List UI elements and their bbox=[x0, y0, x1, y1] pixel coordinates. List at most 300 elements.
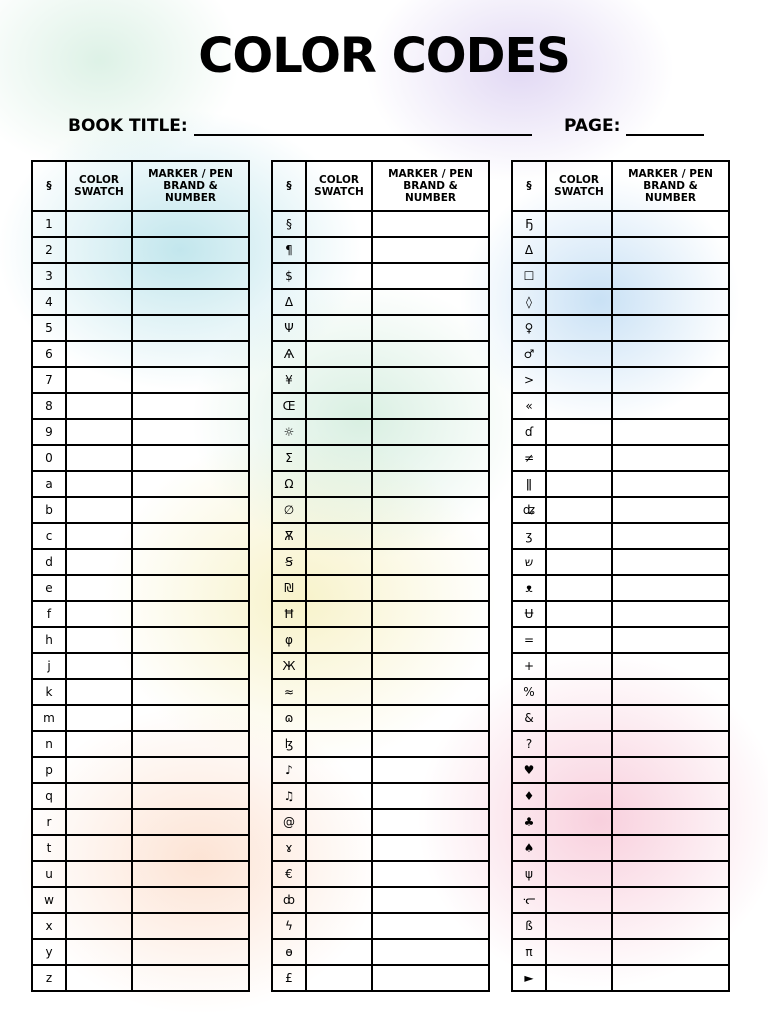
marker-pen-cell[interactable] bbox=[612, 653, 729, 679]
color-swatch-cell[interactable] bbox=[306, 913, 372, 939]
color-swatch-cell[interactable] bbox=[66, 419, 132, 445]
table-row bbox=[512, 653, 729, 679]
marker-pen-cell[interactable] bbox=[372, 835, 489, 861]
table-row bbox=[512, 445, 729, 471]
symbol-cell: ש bbox=[512, 549, 546, 575]
symbol-cell: φ bbox=[272, 627, 306, 653]
table-row bbox=[512, 705, 729, 731]
table-row bbox=[512, 601, 729, 627]
marker-pen-cell[interactable] bbox=[132, 887, 249, 913]
table-row bbox=[32, 315, 249, 341]
color-swatch-cell[interactable] bbox=[546, 237, 612, 263]
color-swatch-cell[interactable] bbox=[306, 731, 372, 757]
marker-pen-cell[interactable] bbox=[132, 289, 249, 315]
marker-pen-cell[interactable] bbox=[132, 393, 249, 419]
marker-pen-cell[interactable] bbox=[612, 419, 729, 445]
table-row bbox=[272, 367, 489, 393]
table-row bbox=[272, 913, 489, 939]
symbol-cell: 7 bbox=[32, 367, 66, 393]
marker-pen-cell[interactable] bbox=[132, 367, 249, 393]
marker-pen-cell[interactable] bbox=[132, 861, 249, 887]
table-row bbox=[512, 315, 729, 341]
table-row bbox=[512, 731, 729, 757]
marker-pen-cell[interactable] bbox=[372, 653, 489, 679]
color-swatch-cell[interactable] bbox=[546, 523, 612, 549]
color-swatch-cell[interactable] bbox=[546, 939, 612, 965]
color-swatch-cell[interactable] bbox=[306, 705, 372, 731]
table-row bbox=[32, 549, 249, 575]
symbol-cell: ɤ bbox=[272, 835, 306, 861]
marker-pen-cell[interactable] bbox=[372, 601, 489, 627]
table-row bbox=[512, 575, 729, 601]
color-swatch-cell[interactable] bbox=[306, 289, 372, 315]
table-row bbox=[512, 289, 729, 315]
color-swatch-cell[interactable] bbox=[66, 653, 132, 679]
table-row bbox=[32, 523, 249, 549]
symbol-cell: ᓞ bbox=[512, 887, 546, 913]
symbol-cell: 3 bbox=[32, 263, 66, 289]
symbol-cell: k bbox=[32, 679, 66, 705]
marker-pen-cell[interactable] bbox=[612, 757, 729, 783]
marker-pen-cell[interactable] bbox=[372, 471, 489, 497]
symbol-cell: n bbox=[32, 731, 66, 757]
marker-pen-cell[interactable] bbox=[612, 549, 729, 575]
marker-pen-cell[interactable] bbox=[372, 367, 489, 393]
marker-pen-cell[interactable] bbox=[132, 263, 249, 289]
table-row bbox=[272, 419, 489, 445]
table-row bbox=[512, 549, 729, 575]
table-row bbox=[32, 341, 249, 367]
color-swatch-cell[interactable] bbox=[546, 471, 612, 497]
marker-pen-cell[interactable] bbox=[132, 237, 249, 263]
marker-pen-cell[interactable] bbox=[372, 939, 489, 965]
color-swatch-cell[interactable] bbox=[306, 575, 372, 601]
marker-pen-cell[interactable] bbox=[612, 211, 729, 237]
color-swatch-cell[interactable] bbox=[546, 419, 612, 445]
marker-pen-cell[interactable] bbox=[612, 237, 729, 263]
marker-pen-cell[interactable] bbox=[612, 471, 729, 497]
symbol-cell: 6 bbox=[32, 341, 66, 367]
marker-pen-cell[interactable] bbox=[612, 393, 729, 419]
color-swatch-cell[interactable] bbox=[66, 471, 132, 497]
marker-pen-cell[interactable] bbox=[612, 887, 729, 913]
color-swatch-cell[interactable] bbox=[546, 367, 612, 393]
table-row bbox=[512, 341, 729, 367]
marker-pen-cell[interactable] bbox=[372, 679, 489, 705]
color-swatch-cell[interactable] bbox=[66, 601, 132, 627]
marker-pen-cell[interactable] bbox=[372, 965, 489, 991]
marker-pen-cell[interactable] bbox=[612, 809, 729, 835]
marker-pen-cell[interactable] bbox=[132, 809, 249, 835]
marker-pen-cell[interactable] bbox=[612, 445, 729, 471]
table-row bbox=[272, 965, 489, 991]
marker-pen-header: MARKER / PEN BRAND & NUMBER bbox=[612, 161, 729, 211]
marker-pen-cell[interactable] bbox=[372, 913, 489, 939]
color-swatch-cell[interactable] bbox=[546, 601, 612, 627]
color-swatch-cell[interactable] bbox=[306, 341, 372, 367]
marker-pen-cell[interactable] bbox=[612, 861, 729, 887]
color-swatch-cell[interactable] bbox=[306, 315, 372, 341]
color-swatch-cell[interactable] bbox=[306, 367, 372, 393]
table-row bbox=[272, 835, 489, 861]
color-swatch-cell[interactable] bbox=[66, 445, 132, 471]
color-swatch-cell[interactable] bbox=[546, 861, 612, 887]
color-swatch-cell[interactable] bbox=[66, 939, 132, 965]
marker-pen-cell[interactable] bbox=[612, 835, 729, 861]
color-swatch-cell[interactable] bbox=[546, 341, 612, 367]
table-row bbox=[272, 653, 489, 679]
marker-pen-cell[interactable] bbox=[132, 835, 249, 861]
color-swatch-cell[interactable] bbox=[546, 653, 612, 679]
color-swatch-cell[interactable] bbox=[66, 523, 132, 549]
table-row bbox=[512, 419, 729, 445]
marker-pen-cell[interactable] bbox=[132, 471, 249, 497]
marker-pen-cell[interactable] bbox=[372, 861, 489, 887]
marker-pen-header: MARKER / PEN BRAND & NUMBER bbox=[132, 161, 249, 211]
symbol-cell: Ω bbox=[272, 471, 306, 497]
color-swatch-cell[interactable] bbox=[306, 861, 372, 887]
symbol-cell: Œ bbox=[272, 393, 306, 419]
symbol-cell: ʥ bbox=[512, 497, 546, 523]
book-title-label: BOOK TITLE: bbox=[68, 116, 188, 136]
symbol-cell: ¥ bbox=[272, 367, 306, 393]
marker-pen-cell[interactable] bbox=[372, 887, 489, 913]
color-swatch-cell[interactable] bbox=[546, 445, 612, 471]
color-swatch-cell[interactable] bbox=[546, 289, 612, 315]
marker-pen-cell[interactable] bbox=[132, 315, 249, 341]
color-code-table-3 bbox=[511, 160, 730, 992]
marker-pen-cell[interactable] bbox=[612, 679, 729, 705]
marker-pen-cell[interactable] bbox=[372, 445, 489, 471]
marker-pen-cell[interactable] bbox=[372, 497, 489, 523]
table-row bbox=[512, 471, 729, 497]
color-swatch-cell[interactable] bbox=[546, 679, 612, 705]
marker-pen-cell[interactable] bbox=[132, 419, 249, 445]
color-swatch-cell[interactable] bbox=[66, 913, 132, 939]
table-row bbox=[272, 809, 489, 835]
symbol-cell: Ʉ bbox=[512, 601, 546, 627]
marker-pen-cell[interactable] bbox=[132, 653, 249, 679]
symbol-header: § bbox=[512, 161, 546, 211]
table-row bbox=[32, 861, 249, 887]
table-row bbox=[32, 289, 249, 315]
marker-pen-cell[interactable] bbox=[132, 211, 249, 237]
color-swatch-cell[interactable] bbox=[66, 367, 132, 393]
color-swatch-cell[interactable] bbox=[546, 549, 612, 575]
marker-pen-cell[interactable] bbox=[372, 211, 489, 237]
color-swatch-cell[interactable] bbox=[66, 965, 132, 991]
color-swatch-cell[interactable] bbox=[546, 497, 612, 523]
marker-pen-cell[interactable] bbox=[132, 627, 249, 653]
header-row bbox=[512, 161, 729, 211]
header-row bbox=[272, 161, 489, 211]
marker-pen-cell[interactable] bbox=[372, 809, 489, 835]
marker-pen-cell[interactable] bbox=[132, 679, 249, 705]
symbol-cell: € bbox=[272, 861, 306, 887]
color-swatch-cell[interactable] bbox=[66, 679, 132, 705]
color-swatch-cell[interactable] bbox=[306, 211, 372, 237]
marker-pen-cell[interactable] bbox=[132, 705, 249, 731]
color-swatch-cell[interactable] bbox=[306, 757, 372, 783]
book-title-blank[interactable] bbox=[194, 114, 532, 136]
table-row bbox=[32, 627, 249, 653]
color-swatch-cell[interactable] bbox=[66, 705, 132, 731]
marker-pen-cell[interactable] bbox=[132, 731, 249, 757]
symbol-cell: ≈ bbox=[272, 679, 306, 705]
color-swatch-cell[interactable] bbox=[66, 809, 132, 835]
page-blank[interactable] bbox=[626, 114, 704, 136]
color-swatch-cell[interactable] bbox=[306, 497, 372, 523]
color-swatch-cell[interactable] bbox=[66, 575, 132, 601]
color-swatch-cell[interactable] bbox=[546, 575, 612, 601]
color-code-table-2 bbox=[271, 160, 490, 992]
symbol-cell: p bbox=[32, 757, 66, 783]
symbol-cell: q bbox=[32, 783, 66, 809]
marker-pen-cell[interactable] bbox=[372, 575, 489, 601]
marker-pen-cell[interactable] bbox=[372, 757, 489, 783]
marker-pen-cell[interactable] bbox=[372, 549, 489, 575]
symbol-cell: ☐ bbox=[512, 263, 546, 289]
color-swatch-cell[interactable] bbox=[66, 861, 132, 887]
table-row bbox=[272, 523, 489, 549]
symbol-cell: m bbox=[32, 705, 66, 731]
color-swatch-cell[interactable] bbox=[546, 887, 612, 913]
table-row bbox=[32, 601, 249, 627]
color-swatch-cell[interactable] bbox=[66, 887, 132, 913]
marker-pen-cell[interactable] bbox=[372, 315, 489, 341]
color-swatch-cell[interactable] bbox=[306, 653, 372, 679]
color-swatch-cell[interactable] bbox=[306, 237, 372, 263]
color-swatch-cell[interactable] bbox=[546, 835, 612, 861]
marker-pen-cell[interactable] bbox=[132, 341, 249, 367]
color-swatch-header: COLOR SWATCH bbox=[546, 161, 612, 211]
symbol-cell: 1 bbox=[32, 211, 66, 237]
marker-pen-cell[interactable] bbox=[372, 627, 489, 653]
marker-pen-cell[interactable] bbox=[372, 393, 489, 419]
color-swatch-cell[interactable] bbox=[66, 289, 132, 315]
color-swatch-cell[interactable] bbox=[66, 237, 132, 263]
symbol-header: § bbox=[272, 161, 306, 211]
symbol-cell: ϟ bbox=[272, 913, 306, 939]
marker-pen-cell[interactable] bbox=[612, 263, 729, 289]
marker-pen-cell[interactable] bbox=[132, 575, 249, 601]
marker-pen-cell[interactable] bbox=[372, 731, 489, 757]
symbol-cell: = bbox=[512, 627, 546, 653]
table-row bbox=[512, 835, 729, 861]
color-swatch-cell[interactable] bbox=[66, 315, 132, 341]
symbol-cell: d bbox=[32, 549, 66, 575]
page-title: COLOR CODES bbox=[198, 28, 570, 84]
symbol-cell: > bbox=[512, 367, 546, 393]
marker-pen-cell[interactable] bbox=[612, 783, 729, 809]
table-row bbox=[272, 497, 489, 523]
color-swatch-cell[interactable] bbox=[546, 315, 612, 341]
color-swatch-cell[interactable] bbox=[66, 835, 132, 861]
marker-pen-cell[interactable] bbox=[132, 965, 249, 991]
symbol-cell: Ѧ bbox=[272, 341, 306, 367]
symbol-cell: t bbox=[32, 835, 66, 861]
symbol-cell: 0 bbox=[32, 445, 66, 471]
marker-pen-cell[interactable] bbox=[132, 445, 249, 471]
symbol-cell: Ꞩ bbox=[272, 549, 306, 575]
table-row bbox=[512, 757, 729, 783]
color-swatch-cell[interactable] bbox=[66, 211, 132, 237]
marker-pen-cell[interactable] bbox=[372, 419, 489, 445]
color-swatch-cell[interactable] bbox=[306, 679, 372, 705]
marker-pen-cell[interactable] bbox=[132, 913, 249, 939]
color-swatch-cell[interactable] bbox=[306, 445, 372, 471]
table-row bbox=[32, 835, 249, 861]
symbol-cell: Σ bbox=[272, 445, 306, 471]
color-swatch-cell[interactable] bbox=[66, 341, 132, 367]
table-row bbox=[272, 289, 489, 315]
table-row bbox=[32, 653, 249, 679]
marker-pen-cell[interactable] bbox=[372, 341, 489, 367]
marker-pen-cell[interactable] bbox=[612, 627, 729, 653]
color-swatch-cell[interactable] bbox=[66, 757, 132, 783]
color-swatch-cell[interactable] bbox=[66, 731, 132, 757]
table-row bbox=[512, 523, 729, 549]
symbol-cell: ◊ bbox=[512, 289, 546, 315]
marker-pen-cell[interactable] bbox=[132, 783, 249, 809]
color-swatch-cell[interactable] bbox=[546, 783, 612, 809]
table-row bbox=[32, 705, 249, 731]
symbol-cell: ► bbox=[512, 965, 546, 991]
color-swatch-cell[interactable] bbox=[546, 393, 612, 419]
marker-pen-cell[interactable] bbox=[612, 705, 729, 731]
color-swatch-cell[interactable] bbox=[546, 757, 612, 783]
marker-pen-cell[interactable] bbox=[132, 549, 249, 575]
symbol-cell: e bbox=[32, 575, 66, 601]
color-swatch-cell[interactable] bbox=[306, 965, 372, 991]
symbol-cell: Δ bbox=[512, 237, 546, 263]
color-swatch-cell[interactable] bbox=[546, 809, 612, 835]
marker-pen-cell[interactable] bbox=[612, 341, 729, 367]
marker-pen-cell[interactable] bbox=[372, 289, 489, 315]
color-swatch-cell[interactable] bbox=[306, 419, 372, 445]
marker-pen-cell[interactable] bbox=[612, 575, 729, 601]
color-swatch-cell[interactable] bbox=[546, 913, 612, 939]
marker-pen-cell[interactable] bbox=[612, 497, 729, 523]
color-swatch-cell[interactable] bbox=[66, 263, 132, 289]
table-row bbox=[32, 211, 249, 237]
marker-pen-cell[interactable] bbox=[372, 263, 489, 289]
color-swatch-cell[interactable] bbox=[546, 211, 612, 237]
color-swatch-cell[interactable] bbox=[306, 783, 372, 809]
color-swatch-cell[interactable] bbox=[306, 549, 372, 575]
color-swatch-cell[interactable] bbox=[306, 601, 372, 627]
symbol-cell: ♥ bbox=[512, 757, 546, 783]
color-swatch-cell[interactable] bbox=[306, 523, 372, 549]
color-code-table-1 bbox=[31, 160, 250, 992]
symbol-cell: ȸ bbox=[272, 887, 306, 913]
marker-pen-cell[interactable] bbox=[372, 783, 489, 809]
marker-pen-cell[interactable] bbox=[612, 731, 729, 757]
marker-pen-cell[interactable] bbox=[132, 523, 249, 549]
table-row bbox=[272, 887, 489, 913]
symbol-cell: ♀ bbox=[512, 315, 546, 341]
symbol-cell: @ bbox=[272, 809, 306, 835]
color-swatch-cell[interactable] bbox=[66, 497, 132, 523]
table-row bbox=[32, 965, 249, 991]
marker-pen-cell[interactable] bbox=[612, 913, 729, 939]
symbol-cell: + bbox=[512, 653, 546, 679]
marker-pen-cell[interactable] bbox=[612, 601, 729, 627]
color-swatch-header: COLOR SWATCH bbox=[66, 161, 132, 211]
color-swatch-cell[interactable] bbox=[546, 731, 612, 757]
symbol-cell: ≠ bbox=[512, 445, 546, 471]
symbol-cell: h bbox=[32, 627, 66, 653]
color-swatch-cell[interactable] bbox=[306, 263, 372, 289]
symbol-cell: ʒ bbox=[512, 523, 546, 549]
color-swatch-cell[interactable] bbox=[66, 393, 132, 419]
color-swatch-cell[interactable] bbox=[66, 549, 132, 575]
table-row bbox=[512, 263, 729, 289]
color-swatch-cell[interactable] bbox=[306, 627, 372, 653]
marker-pen-cell[interactable] bbox=[612, 367, 729, 393]
table-row bbox=[512, 939, 729, 965]
symbol-cell: u bbox=[32, 861, 66, 887]
marker-pen-cell[interactable] bbox=[132, 757, 249, 783]
table-row bbox=[512, 393, 729, 419]
table-row bbox=[272, 315, 489, 341]
color-swatch-cell[interactable] bbox=[546, 627, 612, 653]
color-swatch-cell[interactable] bbox=[306, 887, 372, 913]
table-row bbox=[272, 549, 489, 575]
symbol-cell: w bbox=[32, 887, 66, 913]
color-swatch-cell[interactable] bbox=[546, 263, 612, 289]
symbol-cell: x bbox=[32, 913, 66, 939]
color-swatch-cell[interactable] bbox=[306, 471, 372, 497]
table-row bbox=[272, 263, 489, 289]
marker-pen-cell[interactable] bbox=[132, 601, 249, 627]
color-swatch-cell[interactable] bbox=[66, 627, 132, 653]
marker-pen-cell[interactable] bbox=[372, 523, 489, 549]
marker-pen-cell[interactable] bbox=[612, 289, 729, 315]
symbol-cell: 5 bbox=[32, 315, 66, 341]
table-row bbox=[272, 679, 489, 705]
book-title-field bbox=[68, 114, 532, 136]
marker-pen-cell[interactable] bbox=[372, 237, 489, 263]
table-row bbox=[32, 419, 249, 445]
table-row bbox=[512, 887, 729, 913]
marker-pen-cell[interactable] bbox=[612, 939, 729, 965]
table-row bbox=[512, 783, 729, 809]
marker-pen-cell[interactable] bbox=[612, 965, 729, 991]
symbol-cell: 2 bbox=[32, 237, 66, 263]
marker-pen-cell[interactable] bbox=[132, 497, 249, 523]
symbol-cell: ɮ bbox=[272, 731, 306, 757]
color-swatch-cell[interactable] bbox=[306, 835, 372, 861]
color-swatch-cell[interactable] bbox=[306, 939, 372, 965]
symbol-header: § bbox=[32, 161, 66, 211]
color-swatch-cell[interactable] bbox=[66, 783, 132, 809]
marker-pen-cell[interactable] bbox=[372, 705, 489, 731]
symbol-cell: ♠ bbox=[512, 835, 546, 861]
marker-pen-cell[interactable] bbox=[612, 523, 729, 549]
color-swatch-cell[interactable] bbox=[306, 809, 372, 835]
color-swatch-cell[interactable] bbox=[306, 393, 372, 419]
table-row bbox=[32, 757, 249, 783]
table-row bbox=[272, 237, 489, 263]
color-swatch-cell[interactable] bbox=[546, 965, 612, 991]
symbol-cell: ☼ bbox=[272, 419, 306, 445]
marker-pen-cell[interactable] bbox=[132, 939, 249, 965]
marker-pen-cell[interactable] bbox=[612, 315, 729, 341]
color-swatch-cell[interactable] bbox=[546, 705, 612, 731]
symbol-cell: a bbox=[32, 471, 66, 497]
table-row bbox=[512, 497, 729, 523]
